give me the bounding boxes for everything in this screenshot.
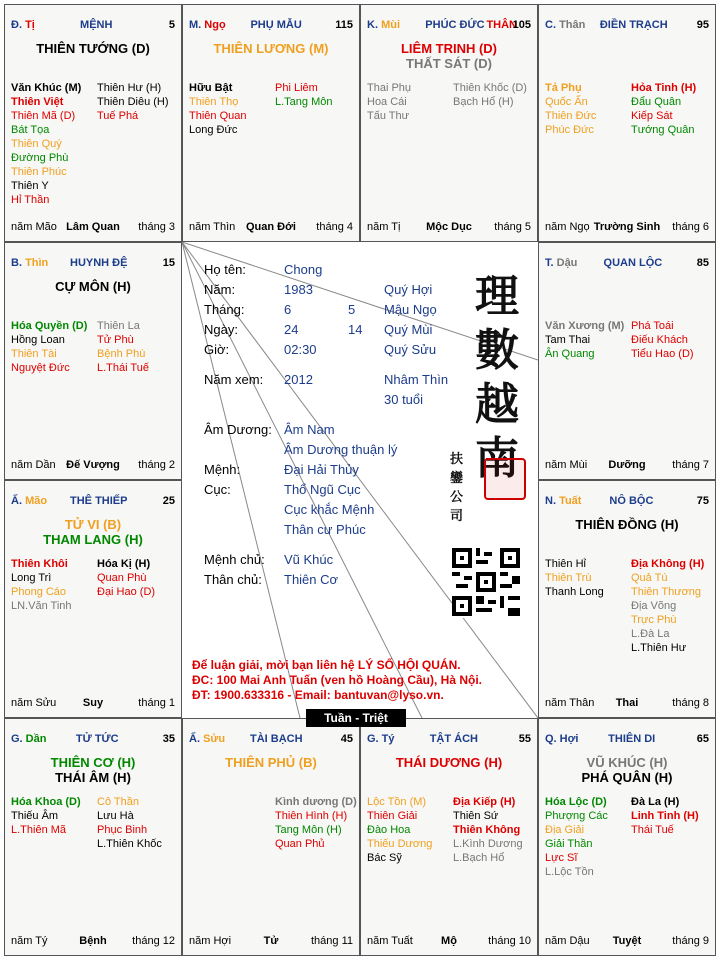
- palace-mao: [4, 480, 182, 718]
- than-chu-value: Thiên Cơ: [284, 572, 339, 587]
- stars-left-column: [545, 795, 608, 879]
- minor-star: Quả Tú: [631, 572, 668, 584]
- palace-phase: Tuyệt: [612, 935, 642, 947]
- palace-branch: G. Dần: [11, 733, 47, 745]
- minor-star: Thiên Hình (H): [275, 810, 348, 822]
- palace-header: [545, 19, 709, 33]
- minor-star: Địa Không (H): [631, 558, 705, 570]
- than-marker: THÂN: [486, 19, 517, 31]
- stars-right-column: [631, 795, 699, 837]
- menh-chu-label: Mệnh chủ:: [204, 552, 265, 567]
- minor-star: Thiên Diêu (H): [97, 96, 169, 108]
- minor-star: Thiên Thương: [631, 586, 702, 598]
- palace-header: [189, 733, 353, 747]
- palace-year: năm Thân: [545, 697, 595, 709]
- minor-star: Thai Phụ: [367, 82, 412, 94]
- minor-star: Thiên Việt: [11, 96, 64, 108]
- minor-star: Hóa Lộc (D): [545, 796, 607, 808]
- palace-header: [11, 257, 175, 271]
- stars-right-column: [97, 319, 149, 375]
- palace-name: HUYNH ĐỆ: [70, 257, 128, 269]
- palace-thin: [4, 242, 182, 480]
- palace-ngo: [182, 4, 360, 242]
- minor-star: Tấu Thư: [367, 110, 410, 122]
- minor-star: Thiên Tài: [11, 348, 57, 360]
- minor-star: L.Thiên Hư: [631, 642, 687, 654]
- palace-header: [11, 495, 175, 509]
- palace-footer: [545, 697, 709, 711]
- palace-name: MỆNH: [80, 19, 113, 31]
- minor-star: L.Lộc Tồn: [545, 866, 594, 878]
- palace-branch: G. Tý: [367, 733, 395, 745]
- palace-phase: Thai: [615, 697, 639, 709]
- palace-branch: Q. Hợi: [545, 733, 579, 745]
- minor-star: Thiên Hư (H): [97, 82, 162, 94]
- palace-footer: [545, 221, 709, 235]
- minor-star: Hóa Quyền (D): [11, 320, 88, 332]
- minor-star: Lộc Tồn (M): [367, 796, 427, 808]
- palace-month: tháng 4: [316, 221, 353, 233]
- am-duong-note: Âm Dương thuận lý: [284, 442, 398, 457]
- stars-left-column: [545, 81, 596, 137]
- nam-can-chi: Quý Hợi: [384, 282, 433, 297]
- palace-month: tháng 12: [132, 935, 175, 947]
- palace-dau: [538, 242, 716, 480]
- qr-code-icon[interactable]: [452, 548, 522, 618]
- palace-year: năm Sửu: [11, 697, 57, 709]
- minor-star: Hóa Kị (H): [97, 558, 151, 570]
- ho-ten-value: Chong: [284, 262, 323, 277]
- palace-month: tháng 2: [138, 459, 175, 471]
- minor-star: Tả Phụ: [545, 82, 582, 94]
- palace-branch: Ấ. Sửu: [189, 733, 226, 745]
- palace-ty: [360, 718, 538, 956]
- minor-star: Phong Cáo: [11, 586, 67, 598]
- minor-star: Đại Hao (D): [97, 586, 156, 598]
- nam-xem-label: Năm xem:: [204, 372, 264, 387]
- palace-header: [367, 19, 531, 33]
- palace-footer: [545, 459, 709, 473]
- minor-star: Trực Phù: [631, 614, 677, 626]
- than-cu: Thân cư Phúc: [284, 522, 366, 537]
- palace-branch: N. Tuất: [545, 495, 582, 507]
- palace-footer: [189, 221, 353, 235]
- minor-star: Quan Phủ: [275, 838, 325, 850]
- palace-year: năm Tị: [367, 221, 401, 233]
- palace-month: tháng 11: [310, 935, 353, 947]
- palace-footer: [367, 221, 531, 235]
- thang-am: 5: [348, 302, 356, 317]
- palace-phase: Mộc Dục: [426, 221, 472, 233]
- palace-age: 65: [696, 733, 709, 745]
- minor-star: Thiên Sứ: [453, 810, 499, 822]
- palace-month: tháng 6: [672, 221, 709, 233]
- ngay-value: 24: [284, 322, 299, 337]
- palace-dan: [4, 718, 182, 956]
- palace-name: ĐIỀN TRẠCH: [599, 19, 668, 31]
- minor-star: Văn Khúc (M): [11, 82, 82, 94]
- palace-month: tháng 8: [672, 697, 709, 709]
- palace-age: 15: [162, 257, 175, 269]
- stars-right-column: [453, 795, 523, 865]
- stars-right-column: [631, 81, 696, 137]
- minor-star: Thiên Quý: [11, 138, 62, 150]
- palace-age: 75: [696, 495, 709, 507]
- palace-header: [545, 733, 709, 747]
- palace-phase: Lâm Quan: [66, 221, 120, 233]
- minor-star: Tiểu Hao (D): [631, 348, 694, 360]
- minor-star: Hữu Bật: [189, 82, 233, 94]
- contact-line-3: ĐT: 1900.633316 - Email: bantuvan@lyso.vn.: [192, 688, 444, 702]
- contact-block: [192, 658, 482, 703]
- palace-year: năm Tuất: [367, 935, 413, 947]
- nam-xem-value: 2012: [284, 372, 313, 387]
- minor-star: Thái Tuế: [631, 824, 674, 836]
- palace-phase: Đế Vượng: [66, 459, 120, 471]
- palace-ti: [4, 4, 182, 242]
- palace-age: 55: [518, 733, 531, 745]
- minor-star: Phượng Các: [545, 810, 608, 822]
- palace-month: tháng 10: [488, 935, 531, 947]
- cuc-label: Cục:: [204, 482, 231, 497]
- palace-month: tháng 5: [494, 221, 531, 233]
- palace-year: năm Dần: [11, 459, 56, 471]
- minor-star: Phúc Đức: [545, 124, 594, 136]
- seal-stamp: [484, 458, 526, 500]
- palace-name: TỬ TỨC: [75, 733, 119, 745]
- palace-mui: [360, 4, 538, 242]
- palace-phase: Mộ: [441, 935, 457, 947]
- major-star: THÁI DƯƠNG (H): [395, 755, 503, 770]
- palace-name: QUAN LỘC: [603, 257, 663, 269]
- minor-star: Bác Sỹ: [367, 852, 402, 864]
- stars-left-column: [545, 319, 624, 361]
- minor-star: Đà La (H): [631, 796, 680, 808]
- major-star: THIÊN TƯỚNG (D): [36, 41, 150, 56]
- major-star: CỰ MÔN (H): [55, 279, 131, 294]
- palace-footer: [545, 935, 709, 949]
- minor-star: L.Bạch Hổ: [453, 852, 505, 864]
- palace-age: 85: [696, 257, 709, 269]
- minor-star: Đường Phù: [11, 152, 69, 164]
- minor-star: L.Thiên Mã: [11, 824, 67, 836]
- palace-month: tháng 1: [138, 697, 175, 709]
- minor-star: Thiên Giải: [367, 810, 418, 822]
- palace-name: THIÊN DI: [608, 733, 656, 745]
- minor-star: Địa Võng: [631, 600, 677, 612]
- tuoi-value: 30 tuổi: [384, 392, 424, 407]
- major-star: THIÊN CƠ (H): [50, 755, 136, 770]
- nam-value: 1983: [284, 282, 313, 297]
- minor-star: LN.Văn Tinh: [11, 600, 72, 612]
- palace-suu: [182, 718, 360, 956]
- minor-star: Điếu Khách: [631, 334, 688, 346]
- palace-phase: Tử: [263, 935, 279, 947]
- minor-star: Tử Phù: [97, 334, 134, 346]
- palace-hoi: [538, 718, 716, 956]
- palace-header: [11, 733, 175, 747]
- cuc-note: Cục khắc Mệnh: [284, 502, 375, 517]
- ngay-can-chi: Quý Mùi: [384, 322, 433, 337]
- stars-right-column: [631, 557, 704, 655]
- am-duong-label: Âm Dương:: [204, 422, 272, 437]
- stars-left-column: [189, 81, 246, 137]
- minor-star: Địa Kiếp (H): [453, 796, 516, 808]
- minor-star: Thiên Mã (D): [11, 110, 76, 122]
- palace-name: PHỤ MẪU: [250, 19, 302, 31]
- ho-ten-label: Họ tên:: [204, 262, 246, 277]
- palace-age: 105: [512, 19, 531, 31]
- palace-name: PHÚC ĐỨC: [425, 19, 485, 31]
- am-duong-value: Âm Nam: [284, 422, 335, 437]
- thang-label: Tháng:: [204, 302, 245, 317]
- minor-star: Thiên Hỉ: [545, 558, 586, 570]
- palace-header: [545, 495, 709, 509]
- minor-star: Thiên Thọ: [189, 96, 239, 108]
- minor-star: Long Đức: [189, 124, 238, 136]
- minor-star: Thiên Y: [11, 180, 49, 192]
- minor-star: Thiếu Dương: [367, 838, 433, 850]
- minor-star: Tuế Phá: [97, 110, 139, 122]
- palace-age: 45: [340, 733, 353, 745]
- gio-value: 02:30: [284, 342, 317, 357]
- palace-year: năm Thìn: [189, 221, 236, 233]
- palace-year: năm Hợi: [189, 935, 232, 947]
- minor-star: Lưu Hà: [97, 810, 134, 822]
- minor-star: L.Thái Tuế: [97, 362, 149, 374]
- cuc-value: Thổ Ngũ Cục: [284, 482, 361, 497]
- minor-star: Thiên Đức: [545, 110, 597, 122]
- major-star: VŨ KHÚC (H): [586, 755, 668, 770]
- minor-star: Quan Phù: [97, 572, 147, 584]
- palace-month: tháng 3: [138, 221, 175, 233]
- minor-star: Nguyệt Đức: [11, 362, 70, 374]
- minor-star: Bát Tọa: [11, 124, 50, 136]
- minor-star: Thiên La: [97, 320, 140, 332]
- minor-star: Thiên Không: [453, 824, 521, 836]
- major-star: THIÊN ĐỒNG (H): [575, 517, 679, 532]
- gio-label: Giờ:: [204, 342, 230, 357]
- minor-star: Địa Giải: [545, 824, 585, 836]
- palace-header: [367, 733, 531, 747]
- minor-star: Cô Thần: [97, 796, 139, 808]
- ngay-label: Ngày:: [204, 322, 238, 337]
- calligraphy-text: 理 數 越 南: [475, 271, 519, 484]
- minor-star: Phá Toái: [631, 320, 674, 332]
- palace-age: 115: [335, 19, 353, 31]
- major-star: THẤT SÁT (D): [406, 56, 492, 71]
- contact-line-2: ĐC: 100 Mai Anh Tuấn (ven hồ Hoàng Cầu), Hà Nội.: [192, 673, 483, 687]
- palace-name: THÊ THIẾP: [70, 495, 128, 507]
- minor-star: L.Kình Dương: [453, 838, 523, 850]
- minor-star: Thiên Phúc: [11, 166, 67, 178]
- minor-star: Kiếp Sát: [631, 110, 673, 122]
- stars-left-column: [367, 81, 411, 123]
- major-star: TỬ VI (B): [64, 517, 122, 532]
- minor-star: Hỏa Tinh (H): [631, 82, 697, 94]
- minor-star: Tướng Quân: [631, 124, 695, 136]
- palace-branch: T. Dậu: [545, 257, 578, 269]
- palace-name: TẬT ÁCH: [429, 733, 478, 745]
- minor-star: Kình dương (D): [275, 796, 357, 808]
- palace-than: [538, 4, 716, 242]
- minor-star: Thiên Quan: [189, 110, 247, 122]
- minor-star: L.Tang Môn: [275, 96, 333, 108]
- minor-star: Quốc Ấn: [545, 96, 588, 108]
- palace-age: 95: [696, 19, 709, 31]
- palace-branch: B. Thìn: [11, 257, 49, 269]
- minor-star: Văn Xương (M): [545, 320, 625, 332]
- palace-footer: [367, 935, 531, 949]
- major-star: THIÊN PHỦ (B): [225, 755, 317, 770]
- palace-year: năm Dậu: [545, 935, 590, 947]
- palace-age: 5: [168, 19, 175, 31]
- palace-footer: [11, 459, 175, 473]
- minor-star: Linh Tinh (H): [631, 810, 699, 822]
- minor-star: Đào Hoa: [367, 824, 411, 836]
- seal-side-text: 扶 鑾 公 司: [450, 452, 464, 524]
- major-star: THIÊN LƯƠNG (M): [213, 41, 329, 56]
- minor-star: Hồng Loan: [11, 334, 65, 346]
- palace-phase: Quan Đới: [246, 221, 296, 233]
- stars-left-column: [11, 81, 81, 207]
- palace-header: [11, 19, 175, 33]
- palace-header: [545, 257, 709, 271]
- minor-star: Giải Thần: [545, 838, 593, 850]
- palace-age: 35: [162, 733, 175, 745]
- calligraphy-logo: [462, 270, 542, 530]
- minor-star: Hỉ Thần: [11, 194, 50, 206]
- palace-header: [189, 19, 353, 33]
- palace-month: tháng 9: [672, 935, 709, 947]
- minor-star: L.Đà La: [631, 628, 670, 640]
- contact-line-1: Để luận giải, mời bạn liên hệ LÝ SỐ HỘI QUÁN.: [192, 658, 461, 672]
- thang-can-chi: Mậu Ngọ: [384, 302, 437, 317]
- ngay-am: 14: [348, 322, 363, 337]
- palace-year: năm Tý: [11, 935, 48, 947]
- palace-phase: Trường Sinh: [593, 221, 661, 233]
- minor-star: Ân Quang: [545, 348, 595, 360]
- palace-branch: C. Thân: [545, 19, 586, 31]
- minor-star: Long Trì: [11, 572, 52, 584]
- palace-footer: [11, 935, 175, 949]
- minor-star: L.Thiên Khốc: [97, 838, 162, 850]
- stars-right-column: [275, 795, 357, 851]
- gio-can-chi: Quý Sửu: [384, 342, 437, 357]
- nam-label: Năm:: [204, 282, 236, 297]
- thang-value: 6: [284, 302, 292, 317]
- minor-star: Tam Thai: [545, 334, 591, 346]
- palace-branch: Ấ. Mão: [11, 495, 48, 507]
- minor-star: Tang Môn (H): [275, 824, 342, 836]
- stars-right-column: [97, 81, 169, 123]
- stars-left-column: [545, 557, 604, 599]
- palace-tuat: [538, 480, 716, 718]
- minor-star: Lực Sĩ: [545, 852, 578, 864]
- minor-star: Thanh Long: [545, 586, 604, 598]
- palace-branch: Đ. Tị: [11, 19, 35, 31]
- palace-age: 25: [162, 495, 175, 507]
- palace-branch: M. Ngọ: [189, 19, 226, 31]
- palace-month: tháng 7: [672, 459, 709, 471]
- major-star: THAM LANG (H): [43, 532, 143, 547]
- stars-left-column: [367, 795, 432, 865]
- minor-star: Thiên Trù: [545, 572, 592, 584]
- minor-star: Hoa Cái: [367, 96, 407, 108]
- palace-phase: Dưỡng: [608, 459, 646, 471]
- minor-star: Phi Liêm: [275, 82, 318, 94]
- palace-year: năm Mùi: [545, 459, 588, 471]
- palace-branch: K. Mùi: [367, 19, 401, 31]
- stars-left-column: [11, 557, 72, 613]
- palace-phase: Suy: [82, 697, 104, 709]
- palace-name: NÔ BỘC: [609, 495, 654, 507]
- minor-star: Phục Binh: [97, 824, 148, 836]
- palace-footer: [11, 221, 175, 235]
- minor-star: Bệnh Phù: [97, 348, 146, 360]
- palace-name: TÀI BẠCH: [249, 733, 303, 745]
- menh-label: Mệnh:: [204, 462, 241, 477]
- minor-star: Bạch Hổ (H): [453, 96, 514, 108]
- minor-star: Hóa Khoa (D): [11, 796, 81, 808]
- minor-star: Đẩu Quân: [631, 96, 682, 108]
- stars-right-column: [631, 319, 694, 361]
- stars-left-column: [11, 319, 87, 375]
- menh-chu-value: Vũ Khúc: [284, 552, 334, 567]
- minor-star: Thiên Khốc (D): [453, 82, 527, 94]
- major-star: THÁI ÂM (H): [55, 770, 131, 785]
- stars-right-column: [97, 795, 162, 851]
- nam-xem-can-chi: Nhâm Thìn: [384, 372, 449, 387]
- major-star: LIÊM TRINH (D): [400, 41, 498, 56]
- palace-year: năm Ngọ: [545, 221, 590, 233]
- major-star: PHÁ QUÂN (H): [581, 770, 673, 785]
- palace-phase: Bệnh: [79, 935, 107, 947]
- minor-star: Thiếu Âm: [11, 810, 59, 822]
- stars-right-column: [453, 81, 527, 109]
- stars-left-column: [11, 795, 81, 837]
- palace-year: năm Mão: [11, 221, 57, 233]
- stars-right-column: [97, 557, 155, 599]
- tuan-triet-label: Tuần - Triệt: [306, 709, 406, 727]
- minor-star: Thiên Khôi: [11, 558, 68, 570]
- palace-footer: [11, 697, 175, 711]
- stars-right-column: [275, 81, 332, 109]
- than-chu-label: Thân chủ:: [204, 572, 262, 587]
- menh-value: Đại Hải Thủy: [284, 462, 359, 477]
- palace-footer: [189, 935, 353, 949]
